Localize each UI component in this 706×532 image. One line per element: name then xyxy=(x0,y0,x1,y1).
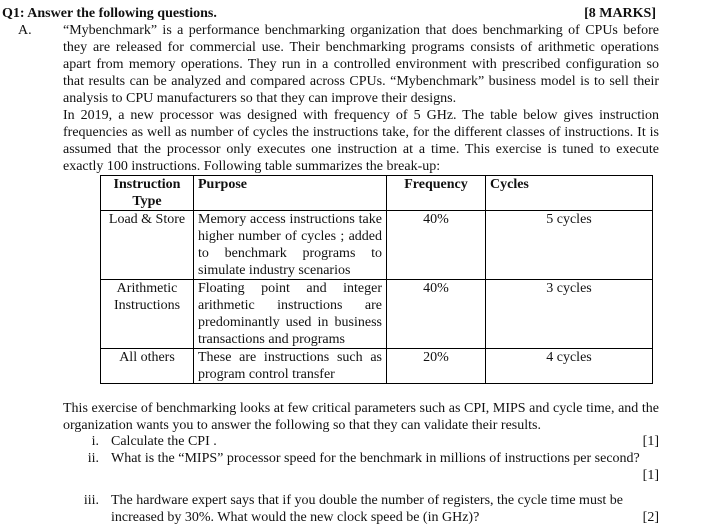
question-list xyxy=(63,433,659,526)
list-item xyxy=(63,492,659,526)
table-header-frequency: Frequency xyxy=(387,176,486,211)
table-cell-type: Load & Store xyxy=(101,211,194,280)
table-cell-cycles: 5 cycles xyxy=(486,211,653,280)
instruction-table xyxy=(100,175,653,384)
closing-paragraph: This exercise of benchmarking looks at few critical parameters such as CPI, MIPS and cycle time, and the organization wants you to answer the following so that they can validate their results. xyxy=(63,401,659,433)
table-cell-purpose: Floating point and integer arithmetic instructions are predominantly used in business transactions and programs xyxy=(194,280,387,349)
question-number: i. xyxy=(91,434,99,449)
table-row xyxy=(101,349,653,384)
question-points: [1] xyxy=(642,434,659,449)
question-number: ii. xyxy=(87,451,99,466)
table-header-cycles: Cycles xyxy=(486,176,653,211)
question-marks: [8 MARKS] xyxy=(584,6,656,21)
table-header-purpose: Purpose xyxy=(194,176,387,211)
question-number: iii. xyxy=(83,493,99,508)
table-cell-type: All others xyxy=(101,349,194,384)
table-cell-purpose: Memory access instructions take higher number of cycles ; added to benchmark programs to simulate industry scenarios xyxy=(194,211,387,280)
question-title: Q1: Answer the following questions. xyxy=(2,6,217,21)
table-cell-purpose: These are instructions such as program control transfer xyxy=(194,349,387,384)
question-text: Calculate the CPI . xyxy=(111,434,217,449)
question-text: What is the “MIPS” processor speed for the benchmark in millions of instructions per second? xyxy=(111,451,640,466)
list-item xyxy=(63,450,659,484)
list-item xyxy=(63,433,659,450)
table-cell-frequency: 40% xyxy=(387,280,486,349)
table-header-row xyxy=(101,176,653,211)
table-row xyxy=(101,211,653,280)
table-cell-frequency: 20% xyxy=(387,349,486,384)
table-cell-type: Arithmetic Instructions xyxy=(101,280,194,349)
question-points: [2] xyxy=(642,510,659,525)
table-cell-cycles: 3 cycles xyxy=(486,280,653,349)
table-cell-frequency: 40% xyxy=(387,211,486,280)
closing-paragraph-block xyxy=(63,400,659,434)
question-text: The hardware expert says that if you double the number of registers, the cycle time must be increased by 30%. What would the new clock speed be (in GHz)? xyxy=(111,493,623,525)
section-a-body xyxy=(63,22,659,175)
table-cell-cycles: 4 cycles xyxy=(486,349,653,384)
section-a-paragraph-2: In 2019, a new processor was designed with frequency of 5 GHz. The table below gives instruction frequencies as well as number of cycles the instructions take, for the different classes of instructions. It is assumed that the processor only executes one instruction at a time. This exercise is tuned to execute exactly 100 instructions. Following table summarizes the break-up: xyxy=(63,108,659,174)
section-a-label: A. xyxy=(18,23,32,38)
table-header-type: Instruction Type xyxy=(101,176,194,211)
question-points: [1] xyxy=(642,468,659,483)
table-row xyxy=(101,280,653,349)
section-a-paragraph-1: “Mybenchmark” is a performance benchmarking organization that does benchmarking of CPUs before they are released for commercial use. Their benchmarking programs consists of arithmetic operations apart from memory operations. They run in a controlled environment with prescribed configuration so that results can be analyzed and compared across CPUs. “Mybenchmark” business model is to sell their analysis to CPU manufacturers so that they can improve their designs. xyxy=(63,23,659,106)
question-header xyxy=(2,5,656,22)
